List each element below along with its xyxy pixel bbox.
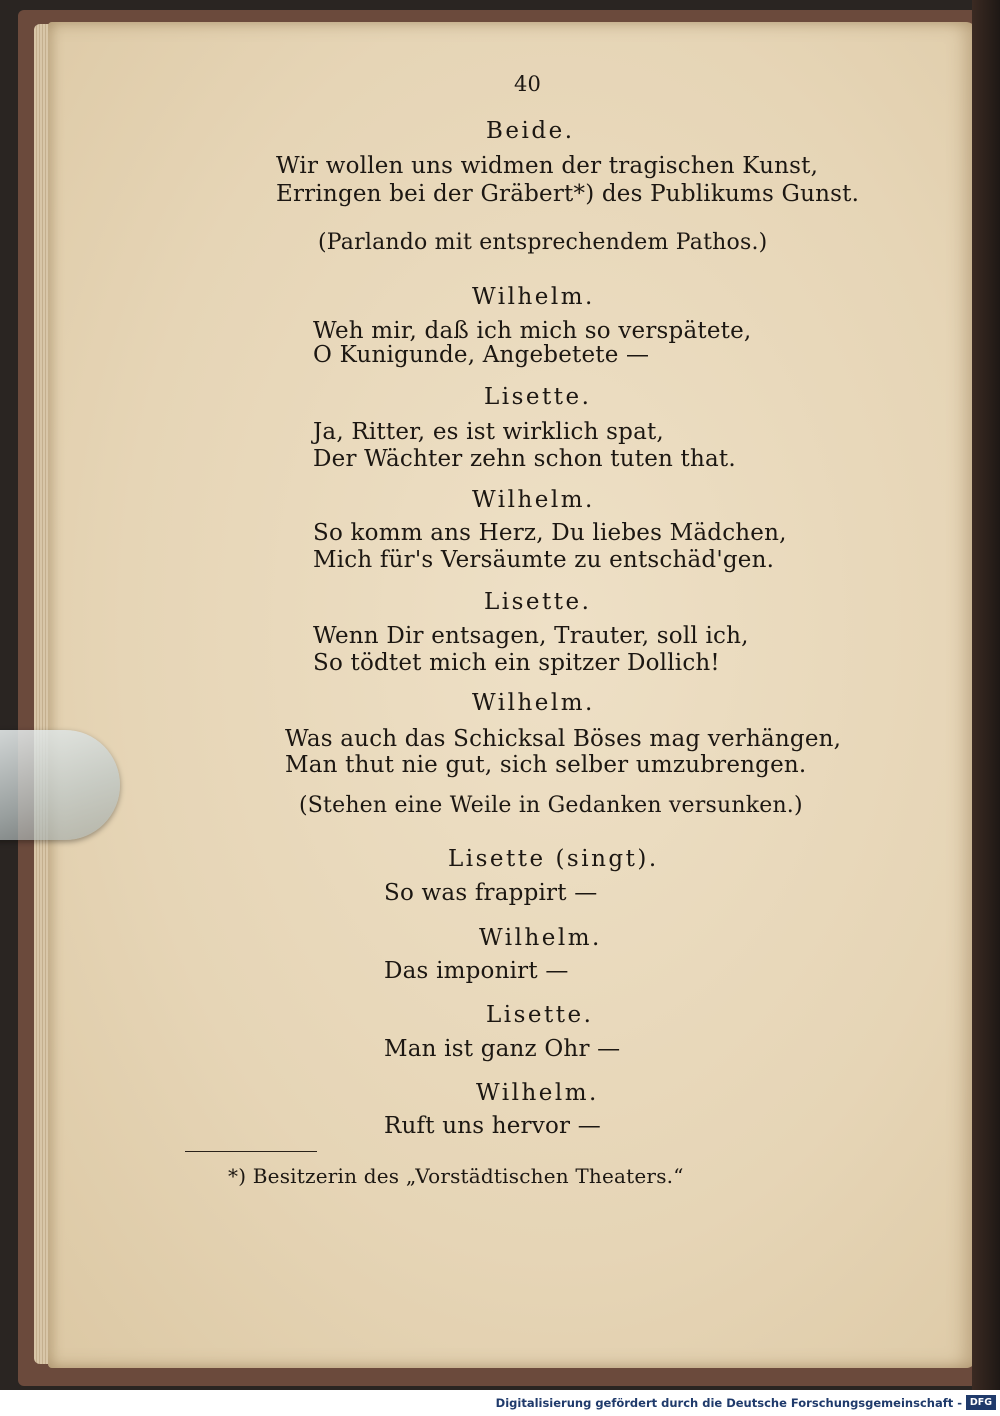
verse-line: So komm ans Herz, Du liebes Mädchen, xyxy=(313,520,787,546)
speaker-label: Lisette (singt). xyxy=(448,846,659,872)
verse-line: Das imponirt — xyxy=(384,958,569,984)
verse-line: Weh mir, daß ich mich so verspätete, xyxy=(313,318,752,344)
verse-line: Ja, Ritter, es ist wirklich spat, xyxy=(313,419,664,445)
speaker-label: Wilhelm. xyxy=(479,925,602,951)
page-holder-clip xyxy=(0,730,120,840)
verse-line: Wenn Dir entsagen, Trauter, soll ich, xyxy=(313,623,749,649)
speaker-label: Wilhelm. xyxy=(472,487,595,513)
speaker-label: Lisette. xyxy=(484,384,592,410)
page-number: 40 xyxy=(514,72,542,96)
stage-direction: (Parlando mit entsprechendem Pathos.) xyxy=(318,230,768,255)
verse-line: Was auch das Schicksal Böses mag verhängen, xyxy=(285,726,842,752)
verse-line: Man ist ganz Ohr — xyxy=(384,1036,621,1062)
digitization-credit: Digitalisierung gefördert durch die Deutsche Forschungsgemeinschaft - xyxy=(495,1396,962,1410)
verse-line: O Kunigunde, Angebetete — xyxy=(313,342,650,368)
verse-line: Erringen bei der Gräbert*) des Publikums Gunst. xyxy=(276,181,860,207)
dfg-logo: DFG xyxy=(966,1395,996,1410)
verse-line: Wir wollen uns widmen der tragischen Kunst, xyxy=(276,153,819,179)
verse-line: Mich für's Versäumte zu entschäd'gen. xyxy=(313,547,775,573)
verse-line: So was frappirt — xyxy=(384,880,598,906)
speaker-label: Wilhelm. xyxy=(476,1080,599,1106)
stage-direction: (Stehen eine Weile in Gedanken versunken.) xyxy=(299,793,803,818)
speaker-label: Lisette. xyxy=(486,1002,594,1028)
right-background-strip xyxy=(972,0,1000,1390)
verse-line: Ruft uns hervor — xyxy=(384,1113,601,1139)
footnote-rule xyxy=(185,1151,317,1152)
speaker-label: Beide. xyxy=(486,118,575,144)
speaker-label: Wilhelm. xyxy=(472,284,595,310)
verse-line: Man thut nie gut, sich selber umzubrengen. xyxy=(285,752,807,778)
speaker-label: Wilhelm. xyxy=(472,690,595,716)
footnote: *) Besitzerin des „Vorstädtischen Theaters.“ xyxy=(228,1164,684,1188)
speaker-label: Lisette. xyxy=(484,589,592,615)
verse-line: Der Wächter zehn schon tuten that. xyxy=(313,446,736,472)
verse-line: So tödtet mich ein spitzer Dollich! xyxy=(313,650,720,676)
